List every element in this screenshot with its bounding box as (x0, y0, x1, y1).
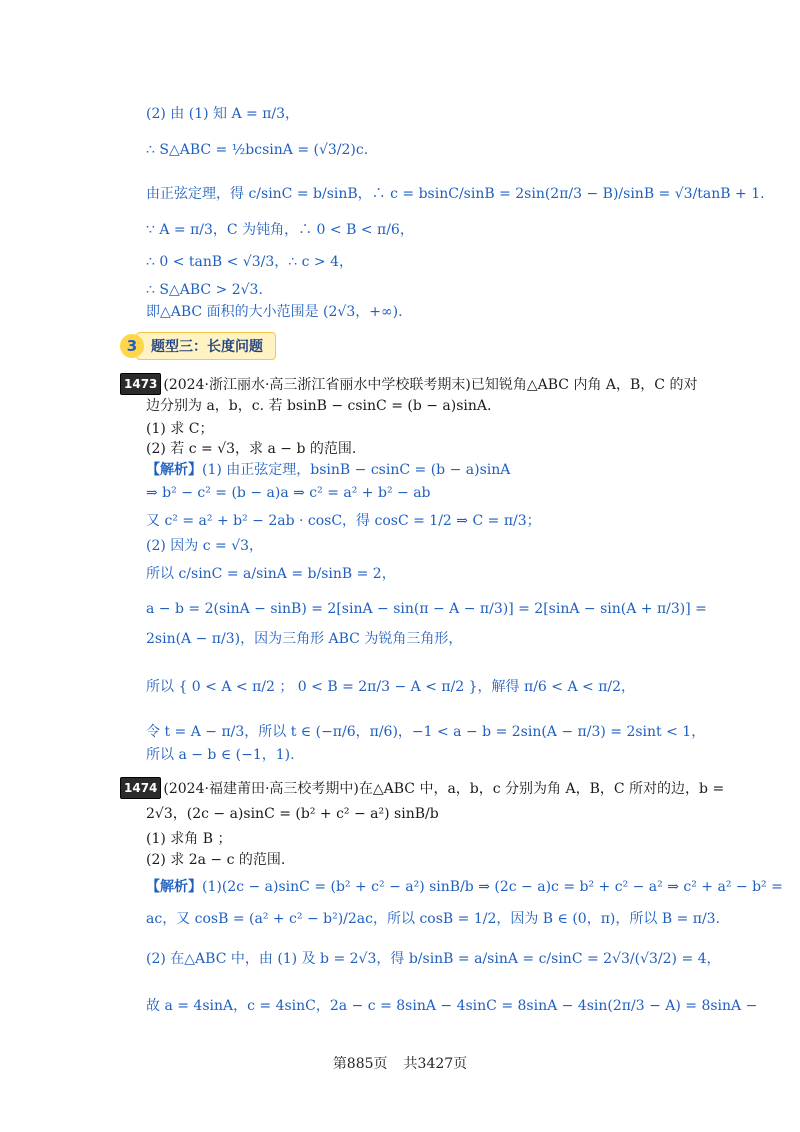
solution-line: (2) 因为 c = √3， (146, 538, 264, 554)
prev-solution-line: ∴ S△ABC = ½bcsinA = (√3/2)c. (146, 142, 369, 158)
solution-line (146, 461, 510, 479)
solution-text: (1) 由正弦定理，bsinB − csinC = (b − a)sinA (202, 462, 511, 478)
section-number-badge: 3 (120, 334, 144, 358)
solution-line (146, 878, 783, 896)
problem-stem-text: (2024·福建莆田·高三校考期中)在△ABC 中，a，b，c 分别为角 A，B，C 所对的边，b = (163, 781, 725, 797)
problem-question: (2) 若 c = √3，求 a − b 的范围. (146, 441, 357, 457)
solution-line: (2) 在△ABC 中，由 (1) 及 b = 2√3，得 b/sinB = a/sinA = c/sinC = 2√3/(√3/2) = 4， (146, 951, 721, 967)
prev-solution-line: (2) 由 (1) 知 A = π/3， (146, 106, 300, 122)
problem-number-badge: 1474 (120, 777, 161, 799)
solution-line: 又 c² = a² + b² − 2ab · cosC，得 cosC = 1/2 ⇒ C = π/3； (146, 513, 541, 529)
problem-question: (1) 求 C； (146, 421, 214, 437)
problem-question: (1) 求角 B ； (146, 831, 232, 847)
prev-solution-line: 即△ABC 面积的大小范围是 (2√3，+∞). (146, 304, 403, 320)
problem-stem-line: 2√3，(2c − a)sinC = (b² + c² − a²) sinB/b (146, 806, 439, 822)
problem-number-badge: 1473 (120, 373, 161, 395)
page-total: 共3427页 (403, 1056, 468, 1072)
solution-tag: 【解析】 (146, 462, 202, 478)
solution-line: 2sin(A − π/3)，因为三角形 ABC 为锐角三角形， (146, 631, 463, 647)
problem-question: (2) 求 2a − c 的范围. (146, 852, 286, 868)
problem-stem (120, 373, 697, 395)
solution-line: 故 a = 4sinA，c = 4sinC，2a − c = 8sinA − 4sinC = 8sinA − 4sin(2π/3 − A) = 8sinA − (146, 998, 758, 1014)
problem-stem (120, 777, 724, 799)
section-title: 题型三：长度问题 (136, 332, 276, 360)
prev-solution-line: ∴ S△ABC > 2√3. (146, 282, 263, 298)
solution-line: 所以 a − b ∈ (−1，1). (146, 747, 295, 763)
prev-solution-line: ∴ 0 < tanB < √3/3，∴ c > 4， (146, 254, 353, 270)
solution-line: 所以 { 0 < A < π/2 ； 0 < B = 2π/3 − A < π/2 }，解得 π/6 < A < π/2， (146, 679, 636, 695)
problem-stem-text: (2024·浙江丽水·高三浙江省丽水中学校联考期末)已知锐角△ABC 内角 A，B，C 的对 (163, 377, 698, 393)
problem-stem-line: 边分别为 a，b，c. 若 bsinB − csinC = (b − a)sinA. (146, 398, 492, 414)
prev-solution-line: ∵ A = π/3，C 为钝角，∴ 0 < B < π/6， (146, 222, 414, 238)
solution-line: 所以 c/sinC = a/sinA = b/sinB = 2， (146, 566, 396, 582)
solution-text: (1)(2c − a)sinC = (b² + c² − a²) sinB/b ⇒ (2c − a)c = b² + c² − a² ⇒ c² + a² − b² = (202, 879, 783, 895)
solution-line: ⇒ b² − c² = (b − a)a ⇒ c² = a² + b² − ab (146, 485, 431, 501)
prev-solution-line: 由正弦定理，得 c/sinC = b/sinB，∴ c = bsinC/sinB = 2sin(2π/3 − B)/sinB = √3/tanB + 1. (146, 186, 765, 202)
solution-line: ac，又 cosB = (a² + c² − b²)/2ac，所以 cosB = 1/2，因为 B ∈ (0，π)，所以 B = π/3. (146, 911, 721, 927)
page-footer (0, 1053, 800, 1073)
page-number: 第885页 (332, 1056, 388, 1072)
solution-line: 令 t = A − π/3，所以 t ∈ (−π/6，π/6)，−1 < a − b = 2sin(A − π/3) = 2sint < 1， (146, 724, 706, 740)
solution-line: a − b = 2(sinA − sinB) = 2[sinA − sin(π − A − π/3)] = 2[sinA − sin(A + π/3)] = (146, 601, 707, 617)
solution-tag: 【解析】 (146, 879, 202, 895)
section-header (120, 333, 276, 359)
